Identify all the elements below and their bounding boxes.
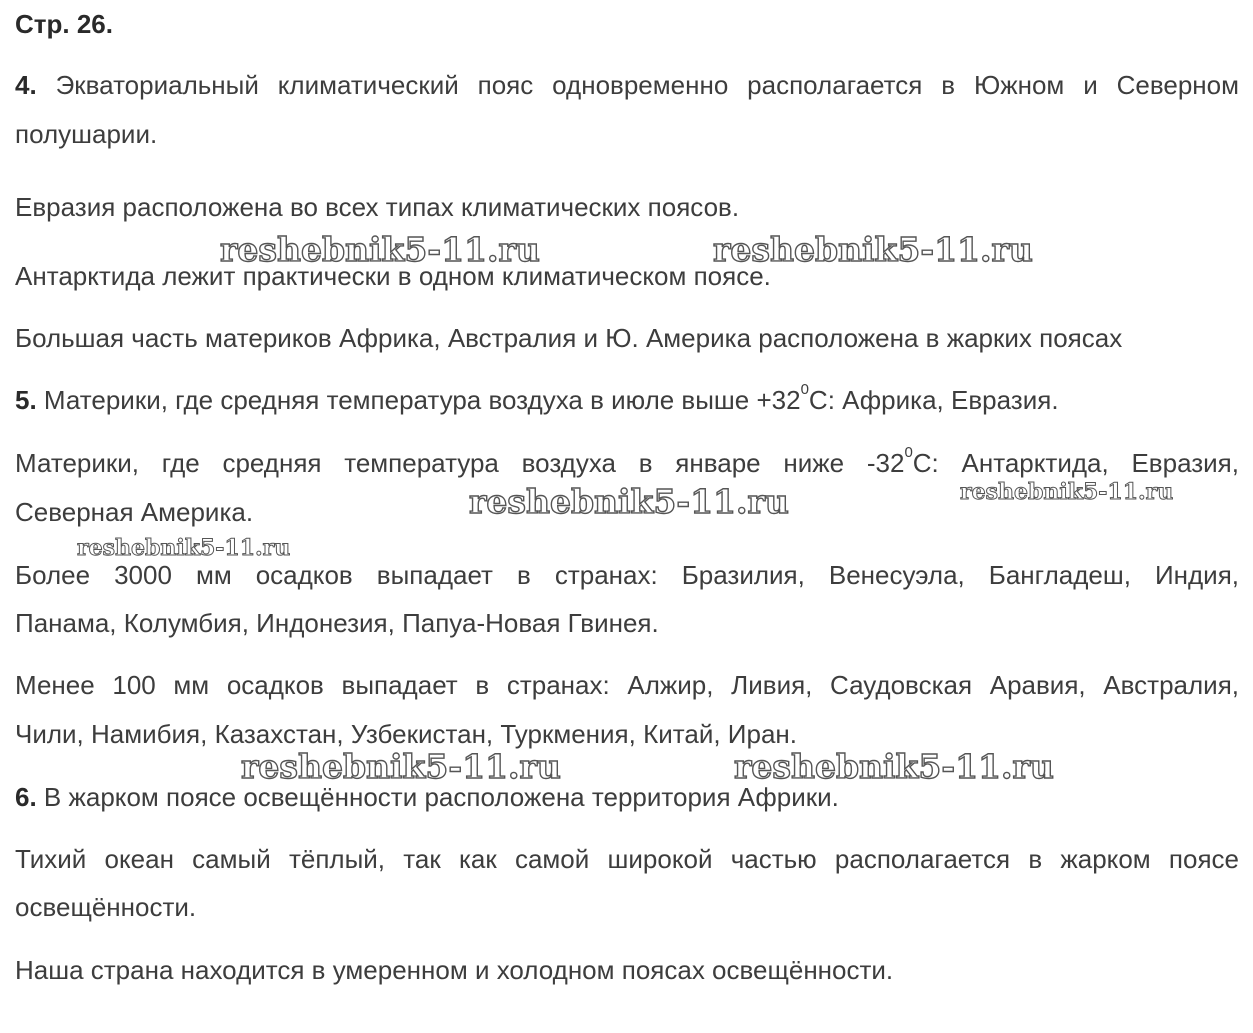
task4-paragraph2: Евразия расположена во всех типах климатических поясов. bbox=[15, 192, 740, 222]
watermark-text: reshebnik5-11.ru bbox=[734, 747, 1054, 786]
task5-p2-text-before: Материки, где средняя температура воздуха в январе ниже -32 bbox=[15, 448, 905, 478]
task5-paragraph2-line2: Северная Америка. bbox=[15, 497, 254, 527]
watermark-text: reshebnik5-11.ru bbox=[713, 230, 1033, 269]
task5-paragraph4-line2: Чили, Намибия, Казахстан, Узбекистан, Туркмения, Китай, Иран. bbox=[15, 719, 797, 749]
page-title: Стр. 26. bbox=[15, 9, 113, 39]
task6-paragraph2-line2: освещённости. bbox=[15, 892, 197, 922]
task5-paragraph4-line1: Менее 100 мм осадков выпадает в странах: Алжир, Ливия, Саудовская Аравия, Австралия, bbox=[15, 670, 1239, 700]
task5-p1-text-before: Материки, где средняя температура воздуха в июле выше +32 bbox=[43, 385, 801, 415]
task6-paragraph1 bbox=[15, 782, 839, 812]
watermark-text: reshebnik5-11.ru bbox=[77, 535, 291, 561]
watermark-text: reshebnik5-11.ru bbox=[960, 479, 1174, 505]
watermark-text: reshebnik5-11.ru bbox=[469, 482, 789, 521]
task5-paragraph2-line1 bbox=[15, 444, 1239, 478]
degree-sup: 0 bbox=[904, 444, 913, 461]
watermark-text: reshebnik5-11.ru bbox=[220, 230, 540, 269]
task5-p2-text-after: С: Антарктида, Евразия, bbox=[912, 448, 1239, 478]
task4-paragraph4: Большая часть материков Африка, Австралия и Ю. Америка расположена в жарких поясах bbox=[15, 323, 1123, 353]
degree-sup: 0 bbox=[800, 381, 809, 398]
task5-p1-text-after: С: Африка, Евразия. bbox=[808, 385, 1059, 415]
watermark-text: reshebnik5-11.ru bbox=[241, 747, 561, 786]
task6-number: 6. bbox=[15, 782, 37, 812]
task4-paragraph1-line2: полушарии. bbox=[15, 119, 158, 149]
task6-paragraph3: Наша страна находится в умеренном и холодном поясах освещённости. bbox=[15, 955, 894, 985]
task5-paragraph3-line1: Более 3000 мм осадков выпадает в странах: Бразилия, Венесуэла, Бангладеш, Индия, bbox=[15, 560, 1239, 590]
task5-paragraph3-line2: Панама, Колумбия, Индонезия, Папуа-Новая Гвинея. bbox=[15, 608, 659, 638]
task6-paragraph2-line1: Тихий океан самый тёплый, так как самой широкой частью располагается в жарком поясе bbox=[15, 844, 1239, 874]
task4-paragraph1-line1 bbox=[15, 70, 1239, 100]
task6-p1-text: В жарком поясе освещённости расположена территория Африки. bbox=[43, 782, 839, 812]
task5-p2-text bbox=[15, 444, 1239, 478]
task4-number: 4. bbox=[15, 70, 37, 100]
task5-number: 5. bbox=[15, 385, 37, 415]
task4-paragraph3: Антарктида лежит практически в одном климатическом поясе. bbox=[15, 261, 771, 291]
task5-paragraph1 bbox=[15, 381, 1059, 415]
task4-line1-text: Экваториальный климатический пояс одновременно располагается в Южном и Северном bbox=[55, 70, 1239, 100]
